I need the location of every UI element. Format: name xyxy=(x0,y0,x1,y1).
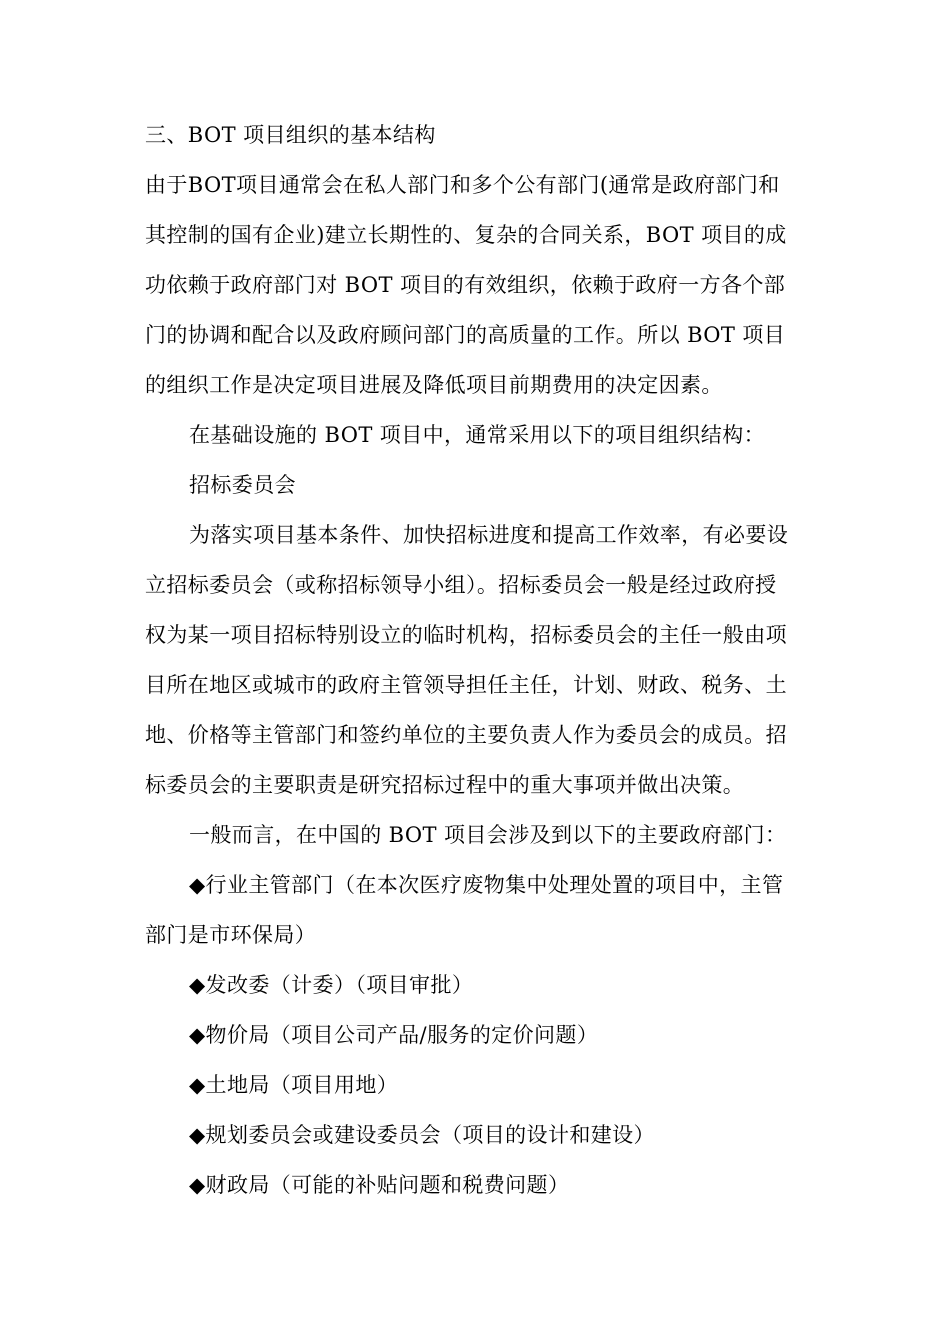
paragraph-line: 目所在地区或城市的政府主管领导担任主任，计划、财政、税务、土 xyxy=(145,673,787,697)
list-item: ◆财政局（可能的补贴问题和税费问题） xyxy=(189,1173,570,1197)
paragraph-line: 其控制的国有企业)建立长期性的、复杂的合同关系，BOT 项目的成 xyxy=(145,223,787,247)
list-item: ◆规划委员会或建设委员会（项目的设计和建设） xyxy=(189,1123,655,1147)
paragraph-line: 立招标委员会（或称招标领导小组）。招标委员会一般是经过政府授 xyxy=(145,573,777,597)
subheading: 招标委员会 xyxy=(189,473,296,497)
list-item-continuation: 部门是市环保局） xyxy=(145,923,317,947)
paragraph-line: 标委员会的主要职责是研究招标过程中的重大事项并做出决策。 xyxy=(145,773,745,797)
paragraph-line: 门的协调和配合以及政府顾问部门的高质量的工作。所以 BOT 项目 xyxy=(145,323,786,347)
list-item: ◆行业主管部门（在本次医疗废物集中处理处置的项目中，主管 xyxy=(189,873,784,897)
list-item: ◆物价局（项目公司产品/服务的定价问题） xyxy=(189,1023,599,1047)
paragraph-line: 的组织工作是决定项目进展及降低项目前期费用的决定因素。 xyxy=(145,373,723,397)
paragraph-line: 在基础设施的 BOT 项目中，通常采用以下的项目组织结构： xyxy=(189,423,765,447)
document-page xyxy=(145,110,810,1210)
section-heading: 三、BOT 项目组织的基本结构 xyxy=(145,123,436,147)
paragraph-line: 地、价格等主管部门和签约单位的主要负责人作为委员会的成员。招 xyxy=(145,723,787,747)
paragraph-line: 一般而言，在中国的 BOT 项目会涉及到以下的主要政府部门： xyxy=(189,823,787,847)
paragraph-line: 为落实项目基本条件、加快招标进度和提高工作效率，有必要设 xyxy=(189,523,789,547)
paragraph-line: 权为某一项目招标特别设立的临时机构，招标委员会的主任一般由项 xyxy=(145,623,787,647)
list-item: ◆土地局（项目用地） xyxy=(189,1073,399,1097)
paragraph-line: 功依赖于政府部门对 BOT 项目的有效组织，依赖于政府一方各个部 xyxy=(145,273,786,297)
list-item: ◆发改委（计委）（项目审批） xyxy=(189,973,474,997)
paragraph-line: 由于BOT项目通常会在私人部门和多个公有部门(通常是政府部门和 xyxy=(145,173,780,197)
